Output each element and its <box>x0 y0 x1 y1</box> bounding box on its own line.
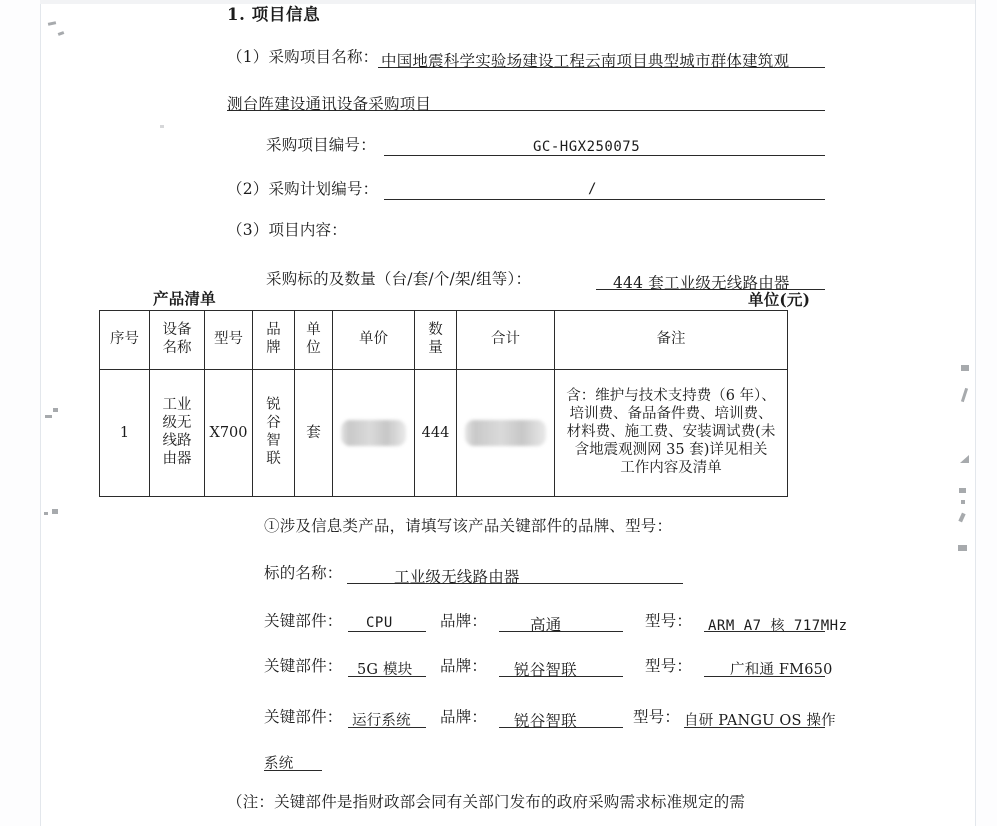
key-brand-value-3: 锐谷智联 <box>514 712 577 730</box>
cell-index: 1 <box>100 370 150 497</box>
cell-line: 智 <box>266 433 281 449</box>
plan-code-label: （2）采购计划编号： <box>227 180 379 198</box>
scan-speck <box>958 545 967 551</box>
key-part-value-1: CPU <box>366 615 393 631</box>
header-line: 牌 <box>266 340 281 356</box>
cell-model: X700 <box>205 370 253 497</box>
key-brand-label-1: 品牌： <box>440 612 488 630</box>
footer-note: （注：关键部件是指财政部会同有关部门发布的政府采购需求标准规定的需 <box>227 793 746 811</box>
cell-line: 由器 <box>162 450 192 467</box>
scan-speck <box>961 365 969 371</box>
scan-speck <box>160 125 164 128</box>
cell-line: 含：维护与技术支持费（6 年）、 <box>566 388 776 405</box>
column-header-unit <box>295 311 333 370</box>
header-line: 单 <box>306 322 321 339</box>
cell-unit: 套 <box>295 370 333 497</box>
cell-quantity: 444 <box>415 370 457 497</box>
project-code-label: 采购项目编号： <box>266 136 376 154</box>
redaction-block <box>465 420 546 446</box>
header-line: 备注 <box>656 331 686 348</box>
header-line: 品 <box>266 322 281 339</box>
cell-total-redacted <box>457 370 555 497</box>
scan-speck <box>45 415 52 418</box>
column-header-unit-price <box>333 311 415 370</box>
target-quantity-label: 采购标的及数量（台/套/个/架/组等）： <box>266 270 532 288</box>
cell-line: 材料费、施工费、安装调试费(未 <box>566 424 776 441</box>
cell-line: 谷 <box>266 415 281 432</box>
key-brand-label-2: 品牌： <box>440 657 488 675</box>
header-line: 数 <box>428 322 443 339</box>
column-header-total <box>457 311 555 370</box>
key-brand-label-3: 品牌： <box>440 708 488 726</box>
cell-line: 含地震观测网 35 套)详见相关 <box>574 441 768 458</box>
column-header-brand <box>253 311 295 370</box>
header-line: 型号 <box>214 331 243 348</box>
plan-code-underline <box>384 179 825 200</box>
table-row <box>100 370 788 497</box>
cell-line: 线路 <box>162 433 192 449</box>
product-list-title: 产品清单 <box>153 289 216 308</box>
key-part-value-2: 5G 模块 <box>357 662 413 678</box>
cell-line: 工作内容及清单 <box>620 459 722 476</box>
project-content-label: （3）项目内容： <box>227 221 347 239</box>
target-name-value: 工业级无线路由器 <box>394 568 520 586</box>
scan-speck <box>44 512 48 515</box>
key-part-label-3: 关键部件： <box>264 708 343 726</box>
column-header-model <box>205 311 253 370</box>
product-list-table <box>99 310 788 497</box>
key-part-value-3: 运行系统 <box>352 713 411 729</box>
project-name-value-line-1: 中国地震科学实验场建设工程云南项目典型城市群体建筑观 <box>381 52 790 70</box>
target-quantity-value: 444 套工业级无线路由器 <box>613 274 790 292</box>
scan-speck <box>52 509 58 514</box>
key-model-label-3: 型号： <box>633 708 681 726</box>
key-model-value-2: 广和通 FM650 <box>730 662 833 678</box>
column-header-index <box>100 311 150 370</box>
key-part-label-1: 关键部件： <box>264 612 343 630</box>
cell-line: 联 <box>266 450 281 467</box>
redaction-block <box>341 420 406 446</box>
key-brand-value-1: 高通 <box>530 616 562 634</box>
cell-line: 培训费、备品备件费、培训费、 <box>569 406 773 423</box>
header-line: 序号 <box>110 331 139 348</box>
project-name-label: （1）采购项目名称： <box>227 48 379 66</box>
cell-line: 锐 <box>266 397 281 414</box>
scan-speck <box>959 488 966 493</box>
column-header-remark <box>555 311 788 370</box>
product-list-unit-label: 单位(元) <box>748 290 811 309</box>
header-line: 量 <box>428 340 443 356</box>
header-line: 名称 <box>162 340 192 356</box>
cell-brand <box>253 370 295 497</box>
header-line: 位 <box>306 340 321 356</box>
page-gutter-right <box>975 0 997 826</box>
cell-device-name <box>150 370 205 497</box>
section-heading: 1. 项目信息 <box>227 5 321 24</box>
scan-speck <box>53 408 58 412</box>
cell-line: 级无 <box>162 415 192 432</box>
project-code-value: GC-HGX250075 <box>533 139 641 155</box>
cell-line: 工业 <box>162 397 192 414</box>
table-header-row <box>100 311 788 370</box>
cell-remark <box>555 370 788 497</box>
key-model-value-3: 自研 PANGU OS 操作 <box>684 713 836 729</box>
target-name-label: 标的名称： <box>264 564 343 582</box>
key-model-label-2: 型号： <box>645 657 693 675</box>
key-model-label-1: 型号： <box>645 612 693 630</box>
project-name-value-line-2: 测台阵建设通讯设备采购项目 <box>227 95 432 113</box>
header-line: 设备 <box>162 322 192 339</box>
column-header-quantity <box>415 311 457 370</box>
scan-speck <box>961 500 965 504</box>
key-part-label-2: 关键部件： <box>264 657 343 675</box>
key-components-intro: ①涉及信息类产品，请填写该产品关键部件的品牌、型号： <box>264 517 673 535</box>
cell-unit-price-redacted <box>333 370 415 497</box>
header-line: 合计 <box>491 331 520 348</box>
column-header-device-name <box>150 311 205 370</box>
key-model-value-3-wrap: 系统 <box>264 756 294 772</box>
key-brand-value-2: 锐谷智联 <box>514 661 577 679</box>
plan-code-value: / <box>588 181 597 197</box>
page-gutter-left <box>0 0 41 826</box>
header-line: 单价 <box>359 331 388 348</box>
key-model-value-1: ARM A7 核 717MHz <box>708 618 848 634</box>
